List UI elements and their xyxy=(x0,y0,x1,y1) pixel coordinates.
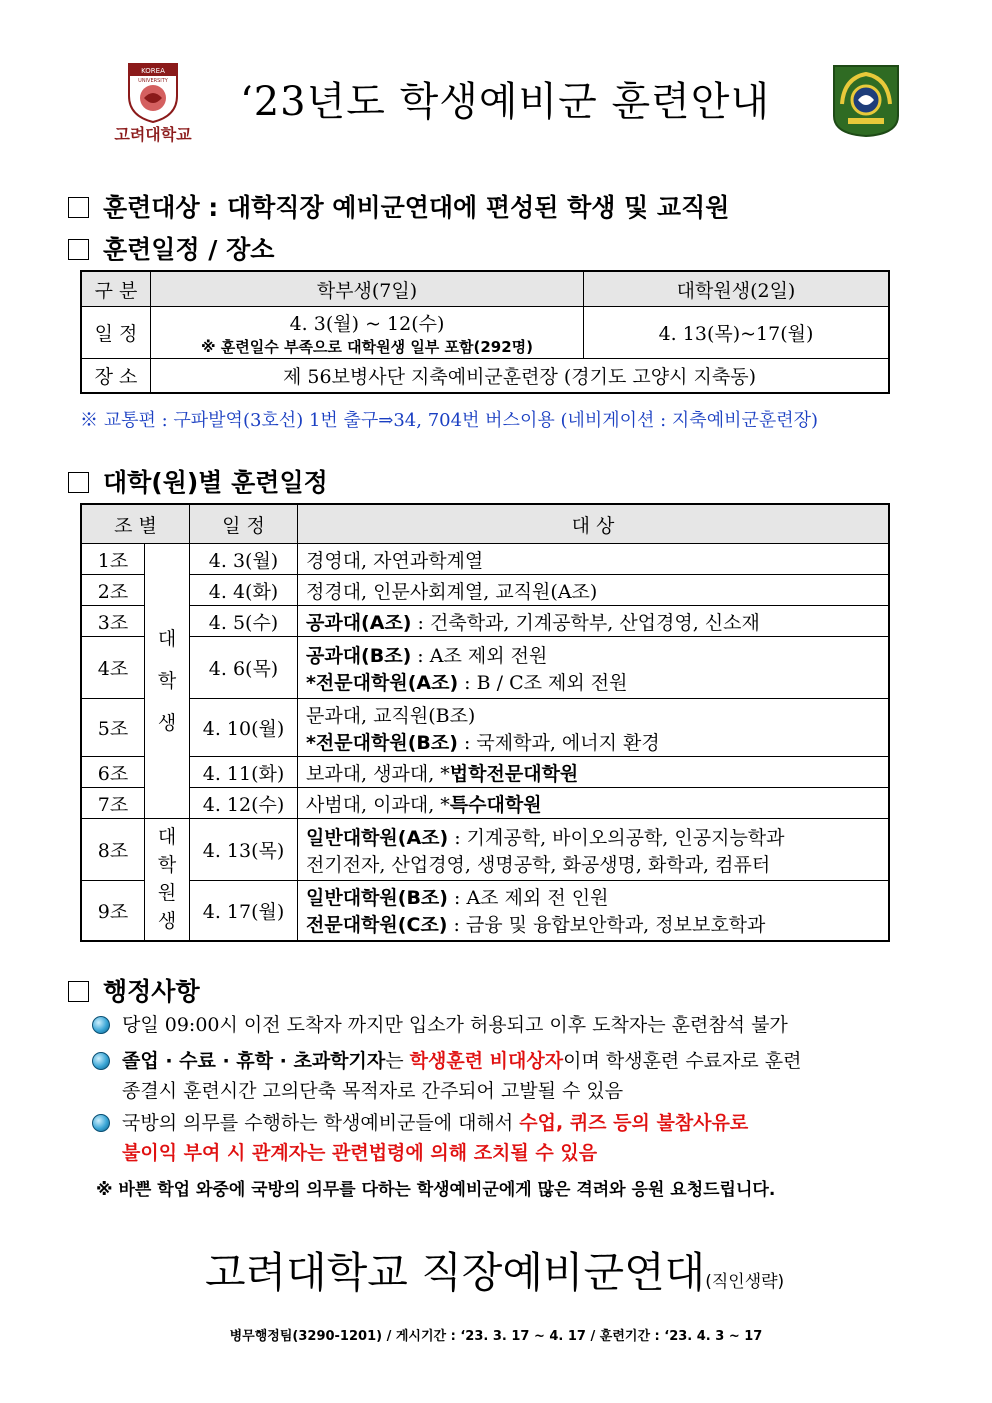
schedule-place-row xyxy=(81,359,889,393)
admin-item-text-line2: 종결시 훈련시간 고의단축 목적자로 간주되어 고발될 수 있음 xyxy=(122,1080,624,1102)
undergrad-side-label xyxy=(145,544,190,819)
admin-text: 는 xyxy=(385,1050,410,1072)
header-date: 일 정 xyxy=(190,504,298,544)
date-cell: 4. 4(화) xyxy=(190,575,298,606)
target-text: : 국제학과, 에너지 환경 xyxy=(457,731,660,754)
admin-item-1 xyxy=(92,1010,902,1040)
target-bold: 법학전문대학원 xyxy=(449,762,579,785)
header-group: 조 별 xyxy=(81,504,190,544)
grad-side-label xyxy=(145,819,190,941)
admin-item-3 xyxy=(92,1108,902,1168)
date-cell: 4. 3(월) xyxy=(190,544,298,575)
signature-name: 고려대학교 직장예비군연대 xyxy=(205,1248,706,1297)
group-cell: 5조 xyxy=(81,699,145,757)
admin-text: 국방의 의무를 수행하는 학생예비군들에 대해서 xyxy=(122,1112,520,1134)
admin-note: ※ 바쁜 학업 와중에 국방의 의무를 다하는 학생예비군에게 많은 격려와 응원 요청드립니다. xyxy=(96,1180,776,1200)
undergrad-date-cell xyxy=(151,307,584,359)
target-bold: 특수대학원 xyxy=(449,793,542,816)
target-text: : 건축학과, 기계공학부, 산업경영, 신소재 xyxy=(411,611,760,634)
group-cell: 3조 xyxy=(81,606,145,637)
section-schedule-label: 훈련일정 / 장소 xyxy=(103,235,275,264)
header-category: 구 분 xyxy=(81,271,151,307)
group-cell: 4조 xyxy=(81,637,145,699)
target-text: 사범대, 이과대, * xyxy=(306,793,450,816)
logo-top-text: KOREA xyxy=(141,67,165,75)
target-text: : A조 제외 전원 xyxy=(411,644,548,667)
tiger-shield-icon xyxy=(125,60,181,124)
target-text: 경영대, 자연과학계열 xyxy=(306,549,484,572)
date-cell: 4. 6(목) xyxy=(190,637,298,699)
schedule-header-row xyxy=(81,271,889,307)
target-text: 보과대, 생과대, * xyxy=(306,762,450,785)
checkbox-square-icon xyxy=(68,981,89,1002)
checkbox-square-icon xyxy=(68,239,89,260)
target-text: 전기전자, 산업경영, 생명공학, 화공생명, 화학과, 컴퓨터 xyxy=(306,853,771,876)
header-target: 대 상 xyxy=(298,504,890,544)
target-cell xyxy=(298,881,890,941)
side-char: 학 xyxy=(157,670,177,692)
target-text: : 기계공학, 바이오의공학, 인공지능학과 xyxy=(448,826,785,849)
header-undergrad: 학부생(7일) xyxy=(151,271,584,307)
admin-bold: 졸업 · 수료 · 휴학 · 초과학기자 xyxy=(122,1050,386,1072)
table-row xyxy=(81,788,889,819)
seal-note: (직인생략) xyxy=(705,1272,785,1292)
admin-item-text xyxy=(122,1108,902,1138)
place-value: 제 56보병사단 지축예비군훈련장 (경기도 고양시 지축동) xyxy=(151,359,890,393)
reserve-forces-emblem-icon xyxy=(832,64,900,138)
signature xyxy=(205,1240,784,1300)
place-row-label: 장 소 xyxy=(81,359,151,393)
transport-note: ※ 교통편 : 구파발역(3호선) 1번 출구⇒34, 704번 버스이용 (네비게이션 : 지축예비군훈련장) xyxy=(80,410,819,431)
target-bold: *전문대학원(A조) xyxy=(306,671,459,694)
target-bold: 일반대학원(B조) xyxy=(306,887,448,910)
admin-red-line2: 불이익 부여 시 관계자는 관련법령에 의해 조치될 수 있음 xyxy=(122,1142,598,1164)
group-cell: 2조 xyxy=(81,575,145,606)
table-row xyxy=(81,699,889,757)
admin-item-2 xyxy=(92,1046,902,1106)
logo-bottom-text: UNIVERSITY xyxy=(138,78,168,84)
target-cell xyxy=(298,544,890,575)
korea-university-logo xyxy=(98,60,208,146)
checkbox-square-icon xyxy=(68,472,89,493)
target-cell xyxy=(298,606,890,637)
grad-date: 4. 13(목)~17(월) xyxy=(584,307,890,359)
bullet-icon xyxy=(92,1114,110,1132)
table-row xyxy=(81,575,889,606)
section-admin-label: 행정사항 xyxy=(103,977,200,1006)
section-schedule xyxy=(68,230,274,266)
table-row xyxy=(81,757,889,788)
target-bold: 전문대학원(C조) xyxy=(306,914,448,937)
section-admin xyxy=(68,972,200,1008)
bullet-icon xyxy=(92,1016,110,1034)
section-target-label: 훈련대상 : 대학직장 예비군연대에 편성된 학생 및 교직원 xyxy=(103,193,730,222)
group-cell: 1조 xyxy=(81,544,145,575)
group-cell: 8조 xyxy=(81,819,145,881)
section-by-college-label: 대학(원)별 훈련일정 xyxy=(103,468,328,497)
admin-item-text xyxy=(122,1046,902,1076)
side-char: 생 xyxy=(157,712,177,734)
table-row xyxy=(81,637,889,699)
schedule-table xyxy=(80,270,890,394)
admin-red: 수업, 퀴즈 등의 불참사유로 xyxy=(519,1112,749,1134)
target-text: : 금융 및 융합보안학과, 정보보호학과 xyxy=(447,914,766,937)
target-bold: 공과대(B조) xyxy=(306,644,412,667)
side-char: 대 xyxy=(157,826,177,849)
target-cell xyxy=(298,637,890,699)
target-text: 문과대, 교직원(B조) xyxy=(306,704,476,727)
side-char: 원 xyxy=(157,882,177,905)
target-bold: *전문대학원(B조) xyxy=(306,731,458,754)
section-training-target xyxy=(68,188,729,224)
table-row xyxy=(81,544,889,575)
target-cell xyxy=(298,575,890,606)
footer: 병무행정팀(3290-1201) / 게시기간 : ‘23. 3. 17 ~ 4. 17 / 훈련기간 : ‘23. 4. 3 ~ 17 xyxy=(229,1329,763,1344)
date-cell: 4. 12(수) xyxy=(190,788,298,819)
schedule-date-row xyxy=(81,307,889,359)
target-cell xyxy=(298,699,890,757)
undergrad-note: ※ 훈련일수 부족으로 대학원생 일부 포함(292명) xyxy=(200,337,534,356)
undergrad-date: 4. 3(월) ~ 12(수) xyxy=(289,312,445,335)
target-cell xyxy=(298,757,890,788)
target-bold: 일반대학원(A조) xyxy=(306,826,449,849)
bullet-icon xyxy=(92,1052,110,1070)
group-header-row xyxy=(81,504,889,544)
logo-name: 고려대학교 xyxy=(114,125,192,144)
group-cell: 9조 xyxy=(81,881,145,941)
target-text: : B / C조 제외 전원 xyxy=(458,671,628,694)
admin-text: 이며 학생훈련 수료자로 훈련 xyxy=(563,1050,802,1072)
table-row xyxy=(81,606,889,637)
page-title: ‘23년도 학생예비군 훈련안내 xyxy=(240,79,771,125)
admin-red: 학생훈련 비대상자 xyxy=(409,1050,564,1072)
date-cell: 4. 17(월) xyxy=(190,881,298,941)
date-row-label: 일 정 xyxy=(81,307,151,359)
section-by-college xyxy=(68,463,328,499)
target-cell xyxy=(298,819,890,881)
checkbox-square-icon xyxy=(68,197,89,218)
group-table xyxy=(80,503,890,942)
date-cell: 4. 10(월) xyxy=(190,699,298,757)
table-row xyxy=(81,881,889,941)
date-cell: 4. 13(목) xyxy=(190,819,298,881)
target-cell xyxy=(298,788,890,819)
admin-item-text: 당일 09:00시 이전 도착자 까지만 입소가 허용되고 이후 도착자는 훈련참석 불가 xyxy=(122,1014,788,1036)
target-text: 정경대, 인문사회계열, 교직원(A조) xyxy=(306,580,598,603)
side-char: 대 xyxy=(157,628,177,650)
header-grad: 대학원생(2일) xyxy=(584,271,890,307)
group-cell: 6조 xyxy=(81,757,145,788)
side-char: 학 xyxy=(157,854,177,877)
side-char: 생 xyxy=(157,910,177,933)
date-cell: 4. 11(화) xyxy=(190,757,298,788)
target-text: : A조 제외 전 인원 xyxy=(447,887,609,910)
table-row xyxy=(81,819,889,881)
date-cell: 4. 5(수) xyxy=(190,606,298,637)
group-cell: 7조 xyxy=(81,788,145,819)
target-bold: 공과대(A조) xyxy=(306,611,412,634)
